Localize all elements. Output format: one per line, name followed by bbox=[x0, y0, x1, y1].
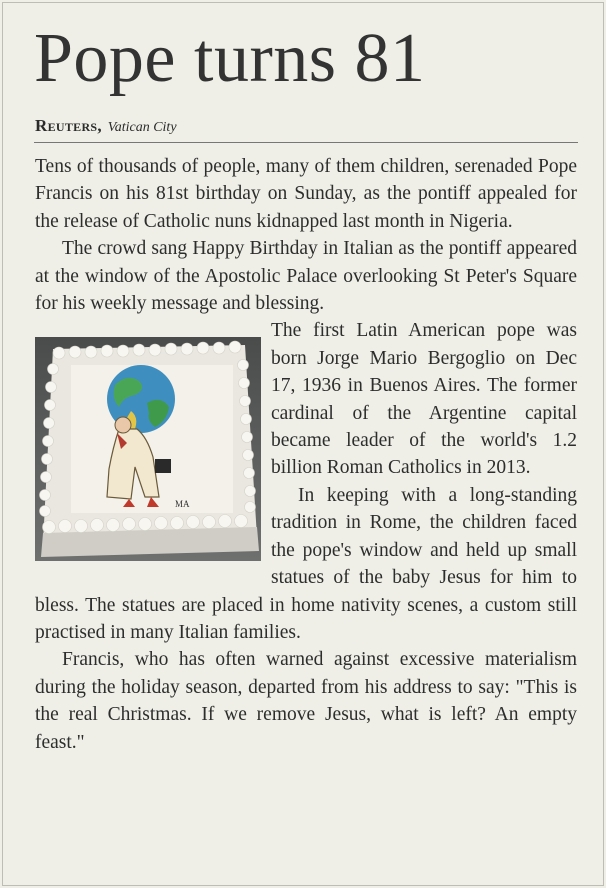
cake-photo bbox=[35, 337, 261, 561]
paragraph-text: The crowd sang Happy Birthday in Italian as the pontiff appeared at the window of the Apostolic Palace overlooking St Peter's Square for his weekly message and blessing. bbox=[35, 238, 577, 315]
paragraph: Francis, who has often warned against excessive materialism during the holiday season, departed from his address to say: "This is the real Christmas. If we remove Jesus, what is left? An empty feast." bbox=[35, 649, 577, 753]
paragraph: The first Latin American pope was born Jorge Mario Bergoglio on Dec 17, 1936 in Buenos Aires. The former cardinal of the Argentine capital became leader of the world's 1.2 billion Roman Catholics in 2013. bbox=[271, 320, 577, 479]
byline-divider bbox=[34, 142, 578, 143]
paragraph: Tens of thousands of people, many of them children, serenaded Pope Francis on his 81st birthday on Sunday, as the pontiff appealed for the release of Catholic nuns kidnapped last month in Nigeria. bbox=[35, 156, 577, 232]
byline-agency: Reuters, bbox=[35, 116, 102, 135]
paragraph: In keeping with a long-standing tradition in Rome, the children faced the pope's window and held up small statues of the baby Jesus for him to bless. The statues are placed in home nativity scenes, a custom still practised in many Italian families. bbox=[35, 484, 577, 643]
byline-location: Vatican City bbox=[107, 120, 177, 135]
birthday-cake-icon bbox=[35, 337, 261, 561]
paragraph bbox=[35, 235, 577, 317]
headline: Pope turns 81 bbox=[34, 20, 426, 97]
svg-text:MA: MA bbox=[175, 499, 190, 510]
byline bbox=[35, 116, 177, 138]
article-body bbox=[35, 153, 577, 756]
